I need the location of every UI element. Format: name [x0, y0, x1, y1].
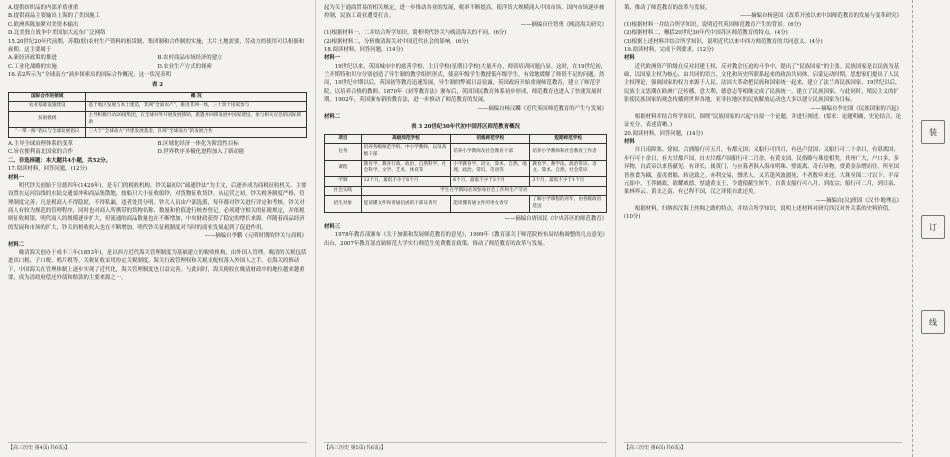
- table-header-cell: 短期师范学校: [530, 134, 607, 144]
- table-cell: 培养小学教师和社会教育工作者: [530, 144, 607, 160]
- table-cell: 农业基础设施建设: [9, 102, 86, 112]
- question-16: 16.表2所示为“全球南方”涌步探索出的国际合作概况，这一状况表明: [8, 72, 172, 78]
- exam-page-5: [316, 0, 616, 457]
- q16-option-c: C.旨在便利南北国家的合作: [8, 149, 73, 156]
- table-header-row: [9, 92, 307, 102]
- table-header-cell: 初级师范学校: [451, 134, 530, 144]
- table-cell: 贫困救援: [9, 112, 86, 128]
- table-3-caption: 表 3 20世纪30年代初中国苏区师范教育概况: [411, 124, 520, 131]
- question-17-2: (2)根据材料二，分析晚清海关对中国近代社会的影响。(6分): [324, 38, 469, 45]
- material-source: ——摘编自[汉]班固《汉书·地理志》: [815, 197, 902, 204]
- table-cell: 课程: [325, 160, 362, 176]
- question-17: 17.阅读材料，回答问题。(12分): [8, 166, 87, 173]
- table-cell: 教育学、教育行政、政治、自然科学、社会科学、文学、艺术、体育等: [361, 160, 451, 176]
- material-1-source: ——摘编自杨汉麟《近代英国师范教育的产生与发展》: [477, 105, 607, 112]
- table-2-caption: 表 2: [151, 82, 164, 89]
- table-cell: 6个月，最低不少于3个月: [451, 176, 530, 186]
- material-source: ——摘编自杨延国《改革开放以来中国师范教育的发展与变革研究》: [740, 13, 902, 20]
- table-cell: 三大于“全球南方”共建发展基金、区域“全球南方”的发展合作: [86, 128, 307, 138]
- question-15: 15.20世纪20年代前期，苏俄(联)农村生产资料的租赁制、集团制和合作制的实施，大片土地需要，劳动力的使用可以租佃和雇佣。这主要属于: [8, 38, 305, 53]
- q15-options-row2: [8, 63, 307, 71]
- binding-gutter: [912, 0, 950, 457]
- table-row: [325, 186, 607, 196]
- question-19-requirement: 根据材料并结合所学知识，围绕“民族国家的兴起”自拟一个论题，并进行阐述。(要求：论题明确，史论结合，论证充分，表述清晰。): [624, 113, 902, 129]
- table-row: [325, 196, 607, 212]
- table-cell: 基于地区发展与本土建造，非洲“全面农产”，推进非洲一体，三十余个国家参与: [86, 102, 307, 112]
- question-18-3: (3)根据上述材料并结合所学知识，说明近代以来中西方师范教育的共同意义。(4分): [624, 38, 823, 45]
- gutter-mark: 装: [921, 120, 945, 144]
- question-19: 19.阅读材料，完成下列要求。(12分): [624, 46, 714, 53]
- table-cell: 3个月，最低不少于1个月: [530, 176, 607, 186]
- q15-option-b: B.农村商品市场经济的建立: [157, 55, 223, 62]
- q15-option-c: C.工业化战略的实施: [8, 63, 57, 70]
- q15-option-a: A.新经济政策的推进: [8, 55, 57, 62]
- page-footer: 【高三历史 第6页(共6页)】: [624, 442, 902, 453]
- table-3-source: ——摘编自唐国民《中央苏区的师范教育》: [504, 215, 607, 222]
- table-cell: “一带一路”倡议与全球发展倡议: [9, 128, 86, 138]
- q15-options-row1: [8, 54, 307, 62]
- option-d: D.北美独立战争中美国加大远东广泛网络: [8, 30, 106, 37]
- option-b: B.提供商品主要输出上海的了美国施工: [8, 13, 100, 20]
- material-2-label: 材料二: [324, 113, 341, 120]
- q16-option-a: A.主导全球治理体系的变革: [8, 141, 73, 148]
- table-header-cell: 高级师范学校: [361, 134, 451, 144]
- table-cell: 12个月，最低不少于6个月: [361, 176, 451, 186]
- material-source: ——摘编自李宏图《民族国家的兴起》: [810, 105, 902, 112]
- material-1-text: 明代钞关创始于宣德四年(1429年)，是专门的税收机构。钞关最初以“疏通钞法”为主文，后逐步成为商税征收机关。主要设置在运河沿线的水陆交通要冲和商品集散地，按船只大小征收船钞，对货物征收货钞。从运营之初，钞关税务制度严格，管理制度完善；凡是税商人不得隐匿，不得私漏，违者处罚分明。钞关人员由户部选派，每年都对钞关进行评定和考核。钞关对商人有较为规范的管理程序，同时也对商人所携带的货物名称、数量和价值进行核查登记，必须遵守相关的征税规定，并依税则征收税银。明代商人的规模逐步扩大，但流通的商品数量也在不断增加，中央财政获得了稳定的增长来源。伴随着商品经济的发展和市场的扩大，钞关的税收收入也在不断增加，明代钞关征税制度对当时的商业发展起到了促进作用。: [8, 182, 307, 231]
- question-20: 20.阅读材料，回答问题。(14分): [624, 130, 703, 137]
- table-cell: 培养小学教师及社会教育干部: [451, 144, 530, 160]
- question-18: 18.阅读材料，回答问题。(14分): [324, 46, 403, 53]
- table-header-cell: 项目: [325, 134, 362, 144]
- material-continuation: 策，推动了师范教育的改革与发展。: [624, 5, 711, 11]
- table-cell: 小学教育学、语文、算术、自然、地理、政治、常识、劳动等: [451, 160, 530, 176]
- gutter-mark: 线: [921, 310, 945, 334]
- question-17-1: (1)根据材料一、二并结合所学知识，简析明代钞关与晚清海关的不同。(6分): [324, 30, 507, 37]
- page-footer: 【高三历史 第4页(共6页)】: [8, 442, 307, 453]
- table-2: [8, 92, 307, 138]
- table-cell: 任务: [325, 144, 362, 160]
- table-row: [325, 160, 607, 176]
- q16-option-b: B.区域化经济一体化为阶段性目标: [157, 141, 239, 148]
- table-cell: 了解小学课程的青年，由各级政府选送: [530, 196, 607, 212]
- table-header-cell: 概 况: [86, 92, 307, 102]
- table-cell: 培养各级师范学校、中小学教师，以及高级干部: [361, 144, 451, 160]
- q16-options-row2: [8, 148, 307, 156]
- table-row: [9, 112, 307, 128]
- q16-option-d: D.世界秩序多极化进程加入了新动能: [157, 149, 245, 156]
- table-header-row: [325, 134, 607, 144]
- table-row: [9, 102, 307, 112]
- q16-options-row1: [8, 140, 307, 148]
- q15-option-d: D.农业生产方式的探索: [157, 63, 212, 70]
- material-text: 近代欧洲资产阶级在反对封建王权、反对教会压迫的斗争中，提出了“民族国家”的主张。民族国家是以民族为基础，以国家主权为核心，由共同的语言、文化和历史所联系起来的政治共同体。启蒙运动时期，思想家们提出了人民主权理论，强调国家的权力来源于人民。法国大革命把民族和国家统一起来，建立了法兰西民族国家。19世纪以后，民族主义思潮在欧洲广泛传播，意大利、德意志等相继完成了民族统一，建立了民族国家。与此同时，殖民主义的扩张使民族国家的观念传播到世界各地。亚非拉地区的民族解放运动也大多以建立民族国家为目标。: [624, 63, 901, 104]
- table-cell: 学制: [325, 176, 362, 186]
- table-cell: 主导积极行动20国集团，在全球对外开展发展援助，派遣并回援发展中国家建设，参与相关应急的国际援助: [86, 112, 307, 128]
- table-cell: 能读懂文件和普通信函的干部及青年: [361, 196, 451, 212]
- gutter-mark: 订: [921, 215, 945, 239]
- table-cell: 招生对象: [325, 196, 362, 212]
- page-footer: 【高三历史 第5页(共6页)】: [324, 442, 607, 453]
- material-continuation: 起为关于通商贸易的相关规定，进一步推动各业的发展，税率不断提高，使洋货大规模涌入中国市场，国内市场逐步被控制，民族工商业遭受打击。: [324, 5, 605, 20]
- table-cell: 教育学、教学法、政治常识、语文、算术、自然、社会常识: [530, 160, 607, 176]
- material-2-text: 晚清海关创办于成丰三年(1853年)，是以西方近代海关管理制度为基础建立的税收机构，由外国人管理。晚清的关税包括进出口税、子口税、鸦片税等，关税征收采用协定关税制度，海关行政管理权和关税支配权落入外国人之手。在海关的推动下，中国海关在管理体制上逐步实现了近代化，海关管理制度也日益完善。与此同时，海关税收在晚清财政中的地位越来越重要，成为清政府偿还外债和赔款的主要来源之一。: [8, 249, 307, 282]
- material-1-label: 材料一: [8, 174, 25, 181]
- material-text: 自日南障塞、徐闻、合浦船行可五月，有都元国；又船行可四月，有邑卢没国；又船行可二十余日，有谌离国；步行可十余日，有夫甘都卢国。自夫甘都卢国船行可二月余，有黄支国，民俗略与珠崖相类。其州广大，户口多，多异物，自武帝以来皆献见。有译长，属黄门，与应募者俱入海市明珠、璧流离、奇石异物，赍黄金杂缯而往。所至国皆禀食为耦，蛮夷贾船，转送致之。亦利交易，剽杀人。又苦逢风波溺死，不者数年来还。大珠至围二寸以下。平帝元始中，王莽辅政，欲耀威德，厚遗黄支王，令遣使献生犀牛。自黄支船行可八月，到皮宗；船行可二月，到日南、象林界云。黄支之南，有已程不国，汉之译使自此还矣。: [624, 147, 899, 196]
- table-cell: 社会实践: [325, 186, 362, 196]
- table-row: [325, 176, 607, 186]
- table-header-cell: 国际合作的领域: [9, 92, 86, 102]
- question-18-1: (1)根据材料一并结合所学知识，说明近代英国师范教育产生的背景。(6分): [624, 21, 801, 28]
- material-3-label: 材料三: [324, 223, 341, 230]
- material-source: ——摘编自任智勇《晚清海关研究》: [520, 21, 607, 28]
- exam-page-4: [0, 0, 316, 457]
- table-row: [325, 144, 607, 160]
- material-label: 材料: [624, 55, 635, 62]
- table-cell: 学生在学期间必须参加社会工作和生产劳动: [361, 186, 606, 196]
- material-3-text: 1978年教育部颁布《关于加强和发展师范教育的意见》，1999年《教育部关于师范院校布局结构调整的几点意见》出台，2007年教育部直属师范大学实行师范生免费教育政策，推动了师范教育的改革与发展。: [324, 232, 605, 247]
- table-3: [324, 134, 607, 213]
- material-label: 材料: [624, 139, 635, 145]
- material-2-label: 材料二: [8, 241, 25, 248]
- exam-page-6: [616, 0, 910, 457]
- question-20-requirement: 根据材料，归纳西汉海上丝绸之路的特点，并结合所学知识，说明上述材料对研究西汉对外关系的史料价值。(10分): [624, 206, 894, 221]
- table-cell: 能读懂普通文件的男女青年: [451, 196, 530, 212]
- material-1-source: ——摘编自李鹏《元明时期的钞关与商税》: [204, 233, 307, 240]
- material-1-text: 19世纪以来，英国城市中的慈善学校、主日学校(星期日学校)大量开办，师资培训问题凸显。这时，在19世纪初，兰开斯特和贝尔分别创造了导生制的教学组织形式，使高年级学生教授低年级学生，有效地缓解了师资不足的问题。然而，19世纪中期以后，英国初等教育迅速发展，导生制的弊端日益显露，英国政府开始重视师范教育，建立了师范学院，以培养合格的教师。1870年《初等教育法》颁布后，英国国民教育体系初步形成，师范教育也进入了快速发展时期。1902年，英国颁布新的教育法，进一步推动了师范教育的发展。: [324, 63, 607, 104]
- section-2-heading: 二、非选择题：本大题共4小题，共52分。: [8, 157, 111, 164]
- material-1-label: 材料一: [324, 55, 341, 62]
- question-18-2: (2)根据材料二，概括20世纪30年代中国苏区师范教育的特点。(4分): [624, 30, 788, 37]
- table-row: [9, 128, 307, 138]
- option-c: C.欧洲西陈加紧对美资本输出: [8, 21, 79, 28]
- option-a: A.提供纺织品的内部矛盾重重: [8, 5, 79, 11]
